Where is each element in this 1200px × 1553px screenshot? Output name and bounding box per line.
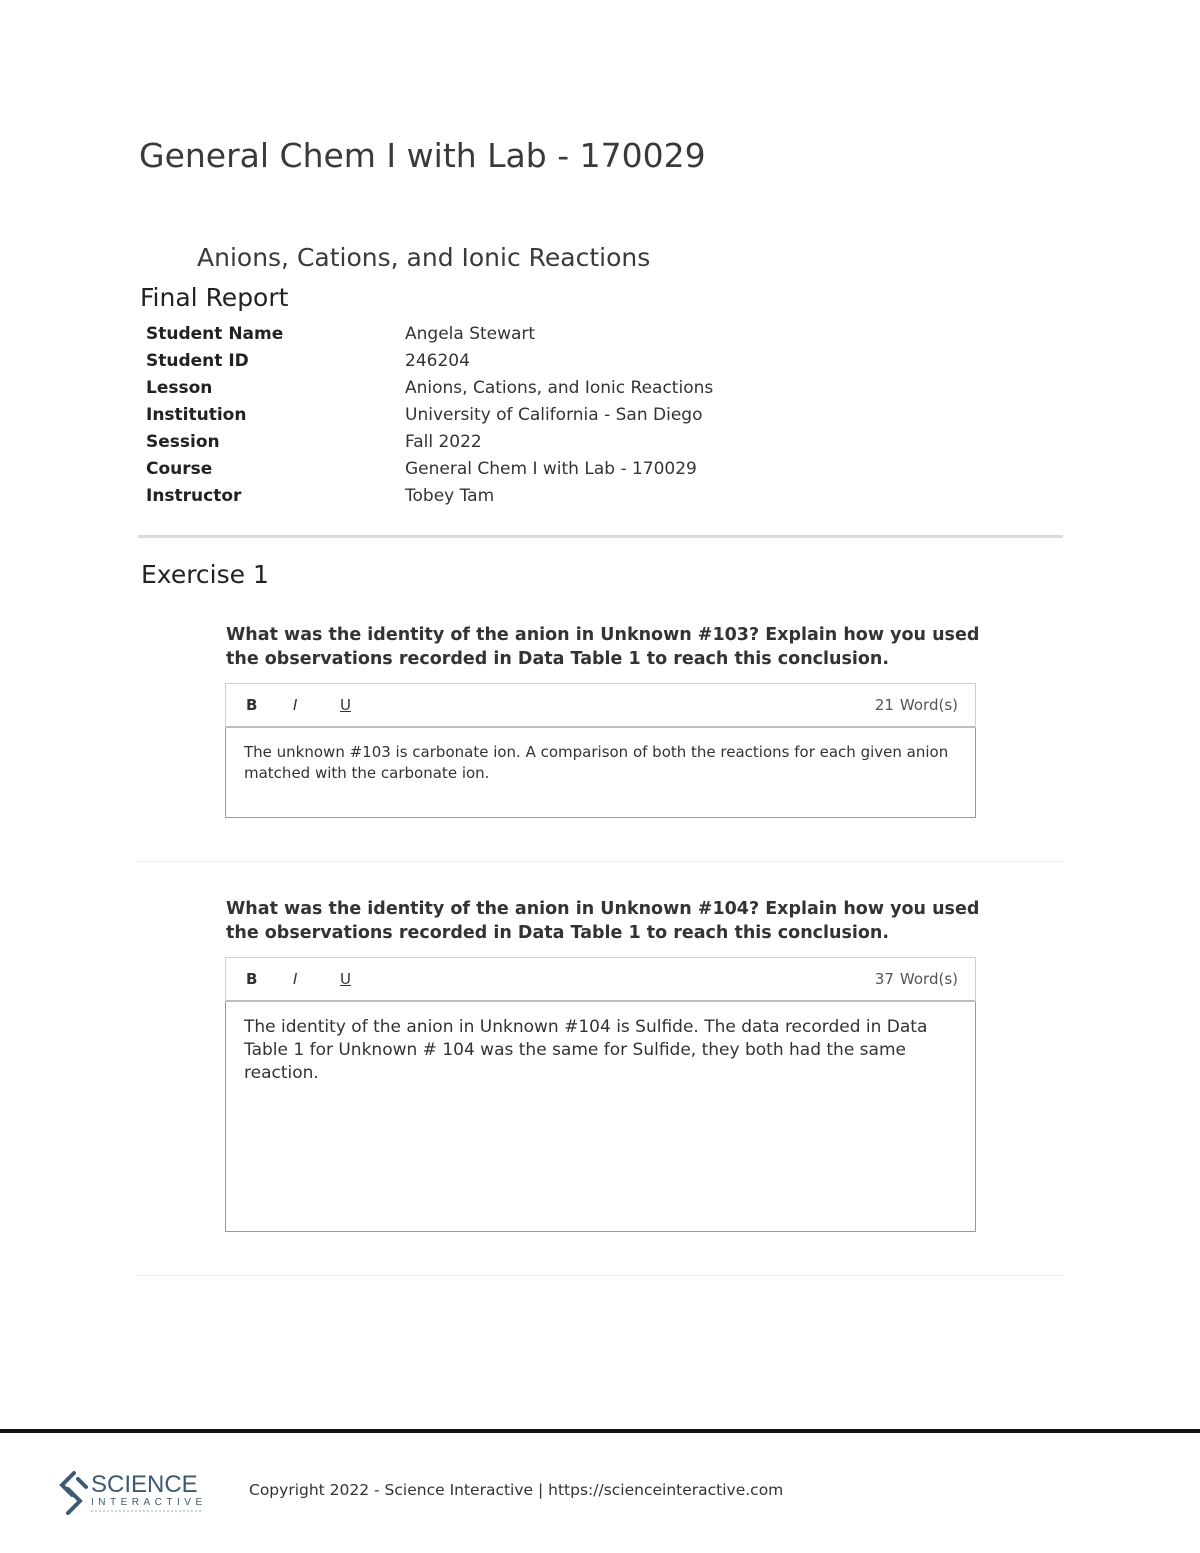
info-label: Lesson (146, 377, 213, 398)
info-row-student-name (146, 320, 713, 347)
exercise-title: Exercise 1 (141, 560, 269, 589)
info-row-lesson (146, 374, 713, 401)
student-info-table (146, 320, 713, 509)
editor-toolbar (226, 958, 975, 1002)
info-label: Course (146, 458, 213, 479)
italic-button[interactable]: I (293, 696, 298, 714)
word-count-label: Word(s) (899, 970, 958, 988)
info-row-instructor (146, 482, 713, 509)
info-value: Angela Stewart (405, 323, 536, 344)
info-value: Anions, Cations, and Ionic Reactions (405, 377, 714, 398)
bold-button[interactable]: B (246, 970, 258, 988)
answer-text: The identity of the anion in Unknown #104 is Sulfide. The data recorded in Data Table 1 for Unknown # 104 was the same for Sulfide, they both had the same reaction. (244, 1017, 928, 1083)
word-count (875, 696, 958, 714)
word-count-label: Word(s) (899, 696, 958, 714)
answer-text: The unknown #103 is carbonate ion. A comparison of both the reactions for each given anion matched with the carbonate ion. (244, 743, 949, 782)
copyright-text: Copyright 2022 - Science Interactive | https://scienceinteractive.com (249, 1481, 784, 1499)
word-count-number: 21 (874, 696, 894, 714)
bold-button[interactable]: B (246, 696, 258, 714)
answer-textarea[interactable] (225, 1002, 976, 1232)
logo-mark-icon (58, 1469, 208, 1515)
answer-editor[interactable] (225, 683, 976, 818)
info-value: 246204 (405, 350, 470, 371)
underline-button[interactable]: U (340, 696, 351, 714)
logo-text: SCIENCE (91, 1471, 198, 1498)
info-value: Tobey Tam (405, 485, 495, 506)
question-divider (138, 1275, 1063, 1276)
info-row-student-id (146, 347, 713, 374)
info-label: Institution (146, 404, 247, 425)
word-count (875, 970, 958, 988)
science-interactive-logo (58, 1469, 208, 1515)
answer-textarea[interactable] (225, 728, 976, 818)
info-label: Student ID (146, 350, 249, 371)
info-label: Instructor (146, 485, 242, 506)
lesson-title: Anions, Cations, and Ionic Reactions (197, 243, 651, 272)
info-row-session (146, 428, 713, 455)
word-count-number: 37 (874, 970, 894, 988)
info-value: Fall 2022 (405, 431, 482, 452)
italic-button[interactable]: I (293, 970, 298, 988)
info-row-institution (146, 401, 713, 428)
footer-bar (0, 1429, 1200, 1433)
question-divider (138, 861, 1063, 862)
editor-toolbar (226, 684, 975, 728)
section-divider (138, 535, 1063, 538)
info-value: University of California - San Diego (405, 404, 703, 425)
question-text: What was the identity of the anion in Unknown #104? Explain how you used the observations recorded in Data Table 1 to reach this conclusion. (226, 899, 980, 943)
course-title: General Chem I with Lab - 170029 (139, 136, 706, 175)
report-title: Final Report (140, 283, 289, 312)
info-label: Session (146, 431, 220, 452)
info-row-course (146, 455, 713, 482)
question-text: What was the identity of the anion in Unknown #103? Explain how you used the observations recorded in Data Table 1 to reach this conclusion. (226, 625, 980, 669)
underline-button[interactable]: U (340, 970, 351, 988)
logo-subtext: INTERACTIVE (91, 1497, 207, 1508)
info-value: General Chem I with Lab - 170029 (405, 458, 697, 479)
answer-editor[interactable] (225, 957, 976, 1232)
info-label: Student Name (146, 323, 284, 344)
